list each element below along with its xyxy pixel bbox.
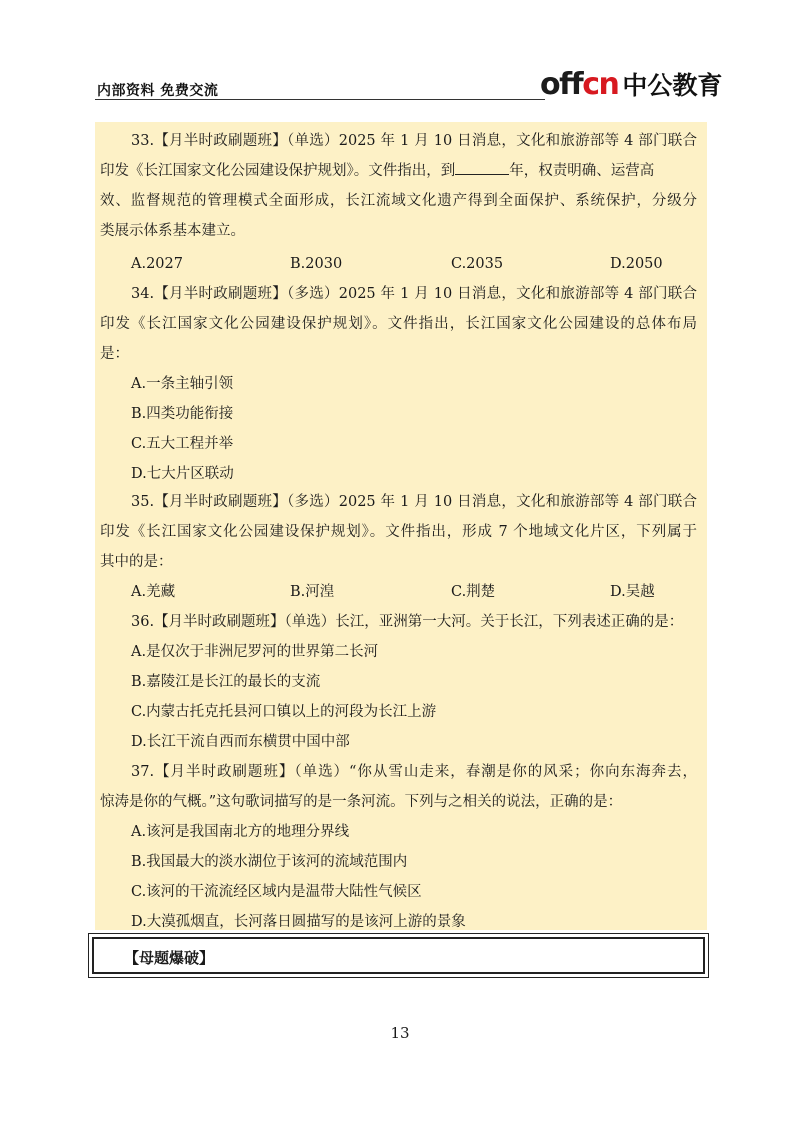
- q35-line-3: 其中的是：: [100, 554, 173, 570]
- q35-option-b: B.河湟: [290, 584, 335, 600]
- q34-option-d: D.七大片区联动: [131, 466, 234, 482]
- q36-line-1: 36.【月半时政刷题班】（单选）长江，亚洲第一大河。关于长江，下列表述正确的是：: [131, 614, 684, 630]
- q35-option-c: C.荆楚: [451, 584, 496, 600]
- q34-option-b: B.四类功能衔接: [131, 406, 234, 422]
- section-box: [88, 933, 709, 978]
- q35-line-1: 35.【月半时政刷题班】（多选）2025 年 1 月 10 日消息，文化和旅游部等 4 部门联合: [131, 494, 697, 510]
- offcn-logo: [540, 64, 722, 100]
- q33-option-c: C.2035: [451, 256, 504, 272]
- q36-option-d: D.长江干流自西而东横贯中国中部: [131, 734, 350, 750]
- q35-option-a: A.羌藏: [131, 584, 176, 600]
- q35-option-d: D.吴越: [610, 584, 655, 600]
- logo-cn: 中公教育: [622, 71, 723, 100]
- q33-line-3: 效、监督规范的管理模式全面形成，长江流域文化遗产得到全面保护、系统保护，分级分: [100, 193, 697, 209]
- q37-option-b: B.我国最大的淡水湖位于该河的流域范围内: [131, 854, 408, 870]
- q33-option-a: A.2027: [131, 256, 183, 272]
- q34-option-c: C.五大工程并举: [131, 436, 234, 452]
- q37-line-1: 37.【月半时政刷题班】（单选）“你从雪山走来，春潮是你的风采；你向东海奔去，: [131, 764, 697, 780]
- q33-option-d: D.2050: [610, 256, 663, 272]
- q37-option-d: D.大漠孤烟直，长河落日圆描写的是该河上游的景象: [131, 914, 466, 930]
- q37-line-2: 惊涛是你的气概。”这句歌词描写的是一条河流。下列与之相关的说法，正确的是：: [100, 794, 623, 810]
- q34-line-3: 是：: [100, 346, 129, 362]
- q34-option-a: A.一条主轴引领: [131, 376, 234, 392]
- q36-option-b: B.嘉陵江是长江的最长的支流: [131, 674, 321, 690]
- logo-en: offcn: [540, 67, 619, 102]
- q33-line-1: 33.【月半时政刷题班】（单选）2025 年 1 月 10 日消息，文化和旅游部等 4 部门联合: [131, 133, 697, 149]
- fill-blank: [455, 160, 509, 175]
- q33-line-4: 类展示体系基本建立。: [100, 223, 245, 239]
- q34-line-1: 34.【月半时政刷题班】（多选）2025 年 1 月 10 日消息，文化和旅游部等 4 部门联合: [131, 286, 697, 302]
- q35-line-2: 印发《长江国家文化公园建设保护规划》。文件指出，形成 7 个地域文化片区，下列属于: [100, 524, 697, 540]
- section-box-inner: [92, 937, 705, 974]
- q34-line-2: 印发《长江国家文化公园建设保护规划》。文件指出，长江国家文化公园建设的总体布局: [100, 316, 697, 332]
- section-box-title: 【母题爆破】: [124, 949, 215, 967]
- q37-option-a: A.该河是我国南北方的地理分界线: [131, 824, 350, 840]
- header-rule: [95, 99, 545, 100]
- q36-option-c: C.内蒙古托克托县河口镇以上的河段为长江上游: [131, 704, 437, 720]
- page-number: 13: [390, 1024, 410, 1042]
- q33-line-2: 印发《长江国家文化公园建设保护规划》。文件指出，到 年，权责明确、运营高: [100, 156, 654, 186]
- q36-option-a: A.是仅次于非洲尼罗河的世界第二长河: [131, 644, 379, 660]
- header-left-text: 内部资料 免费交流: [97, 83, 219, 99]
- q33-option-b: B.2030: [290, 256, 343, 272]
- q37-option-c: C.该河的干流流经区域内是温带大陆性气候区: [131, 884, 422, 900]
